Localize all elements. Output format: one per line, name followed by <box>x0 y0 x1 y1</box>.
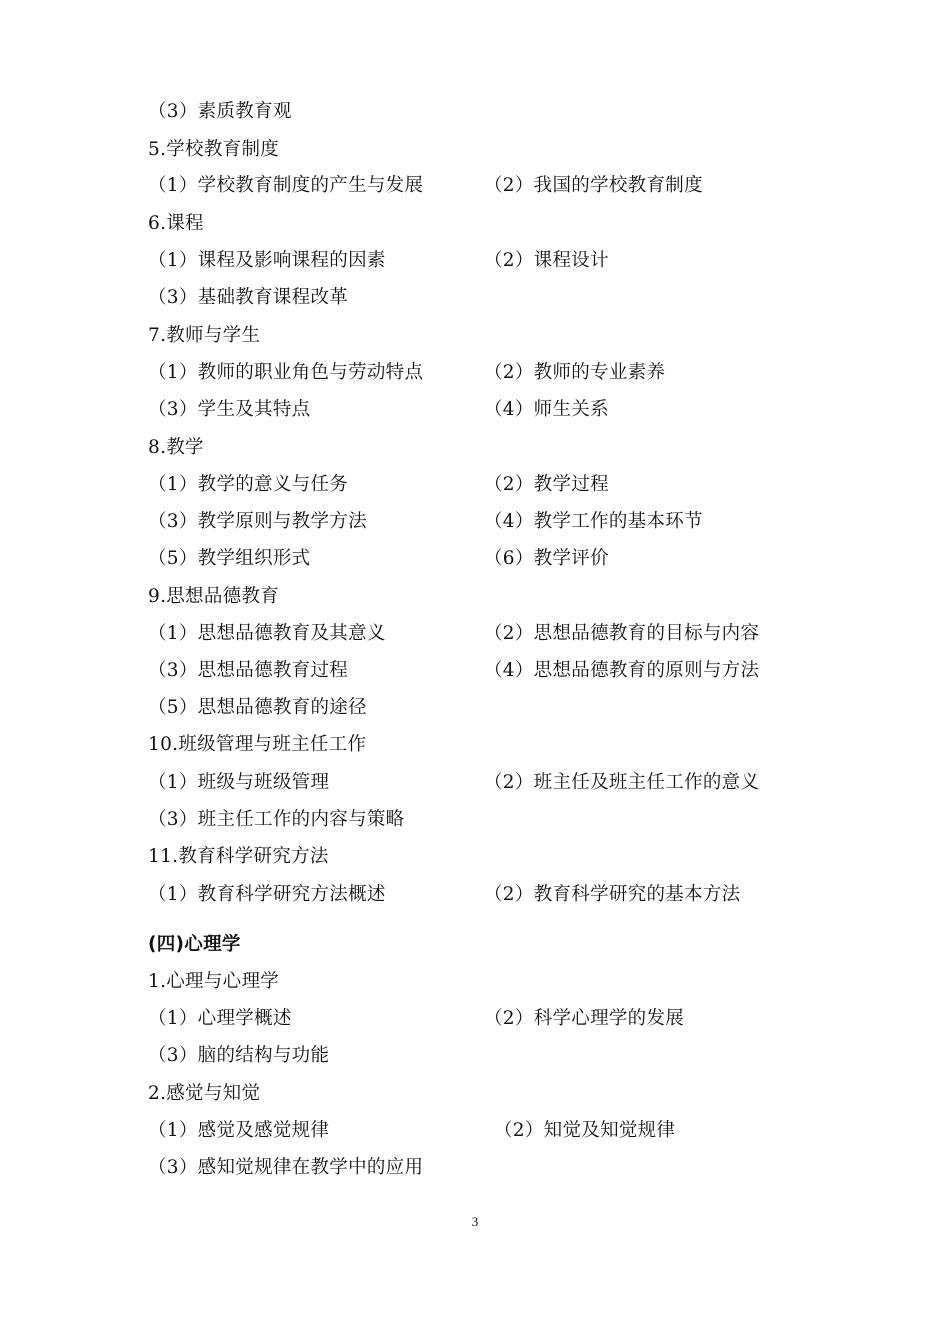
section-title: 5.学校教育制度 <box>148 139 280 160</box>
list-item-sub: （5）教学组织形式 <box>148 548 311 569</box>
list-item-sub: （1）心理学概述 <box>148 1008 292 1029</box>
list-item-sub: （1）感觉及感觉规律 <box>148 1120 330 1141</box>
chapter-heading: (四)心理学 <box>148 934 241 955</box>
list-item-sub: （1）思想品德教育及其意义 <box>148 623 386 644</box>
list-item-sub: （2）知觉及知觉规律 <box>494 1120 676 1141</box>
list-item-sub: （2）我国的学校教育制度 <box>484 175 703 196</box>
section-title: 11.教育科学研究方法 <box>148 846 329 867</box>
list-item-sub: （2）思想品德教育的目标与内容 <box>484 623 760 644</box>
section-title: 6.课程 <box>148 213 204 234</box>
list-item-sub: （2）班主任及班主任工作的意义 <box>484 772 760 793</box>
list-item-sub: （1）教育科学研究方法概述 <box>148 884 386 905</box>
section-title: 10.班级管理与班主任工作 <box>148 734 367 755</box>
section-title: 1.心理与心理学 <box>148 971 280 992</box>
list-item-sub: （3）脑的结构与功能 <box>148 1045 330 1066</box>
list-item-sub: （1）教学的意义与任务 <box>148 474 349 495</box>
list-item-sub: （1）班级与班级管理 <box>148 772 330 793</box>
list-item-sub: （2）课程设计 <box>484 250 609 271</box>
list-item-sub: （4）思想品德教育的原则与方法 <box>484 660 760 681</box>
list-item-sub: （1）课程及影响课程的因素 <box>148 250 386 271</box>
list-item-sub: （3）教学原则与教学方法 <box>148 511 367 532</box>
list-item-sub: （3）素质教育观 <box>148 101 292 122</box>
list-item-sub: （3）感知觉规律在教学中的应用 <box>148 1157 424 1178</box>
section-title: 2.感觉与知觉 <box>148 1083 261 1104</box>
section-title: 8.教学 <box>148 437 204 458</box>
section-title: 9.思想品德教育 <box>148 586 280 607</box>
list-item-sub: （2）教师的专业素养 <box>484 362 666 383</box>
list-item-sub: （3）班主任工作的内容与策略 <box>148 809 405 830</box>
list-item-sub: （1）教师的职业角色与劳动特点 <box>148 362 424 383</box>
list-item-sub: （3）基础教育课程改革 <box>148 287 349 308</box>
section-title: 7.教师与学生 <box>148 325 261 346</box>
list-item-sub: （2）教育科学研究的基本方法 <box>484 884 741 905</box>
list-item-sub: （4）师生关系 <box>484 399 609 420</box>
list-item-sub: （6）教学评价 <box>484 548 609 569</box>
list-item-sub: （2）教学过程 <box>484 474 609 495</box>
list-item-sub: （5）思想品德教育的途径 <box>148 697 367 718</box>
list-item-sub: （3）学生及其特点 <box>148 399 311 420</box>
page-number: 3 <box>471 1214 479 1229</box>
list-item-sub: （3）思想品德教育过程 <box>148 660 349 681</box>
list-item-sub: （4）教学工作的基本环节 <box>484 511 703 532</box>
list-item-sub: （1）学校教育制度的产生与发展 <box>148 175 424 196</box>
list-item-sub: （2）科学心理学的发展 <box>484 1008 685 1029</box>
